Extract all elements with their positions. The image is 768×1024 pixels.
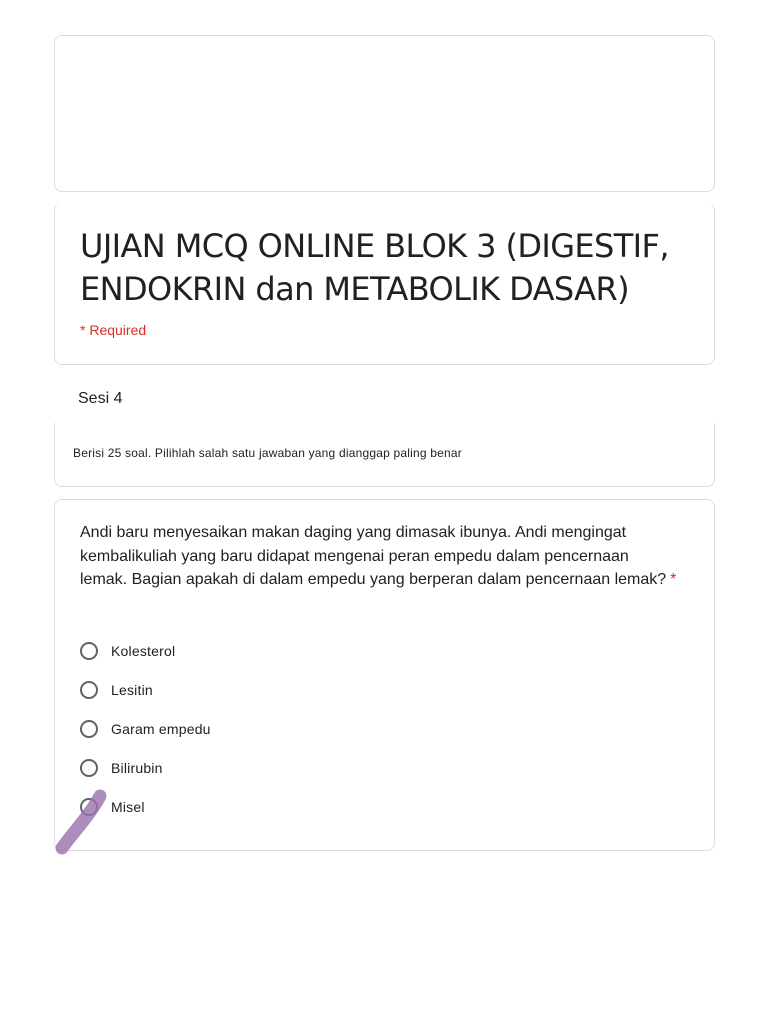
option-kolesterol[interactable]	[80, 639, 175, 663]
section-description: Berisi 25 soal. Pilihlah salah satu jawaban yang dianggap paling benar	[73, 446, 462, 460]
required-asterisk: *	[670, 571, 677, 588]
question-text	[80, 521, 680, 592]
form-title: UJIAN MCQ ONLINE BLOK 3 (DIGESTIF, ENDOKRIN dan METABOLIK DASAR)	[80, 227, 669, 308]
radio-button[interactable]	[80, 759, 98, 777]
radio-button[interactable]	[80, 681, 98, 699]
form-title-card	[54, 203, 715, 365]
option-misel[interactable]	[80, 795, 145, 819]
option-label: Bilirubin	[111, 760, 163, 776]
section-title: Sesi 4	[78, 390, 123, 407]
option-bilirubin[interactable]	[80, 756, 163, 780]
radio-button[interactable]	[80, 720, 98, 738]
option-label: Kolesterol	[111, 643, 176, 659]
radio-button[interactable]	[80, 798, 98, 816]
section-description-card	[54, 423, 715, 487]
question-card	[54, 499, 715, 851]
option-label: Lesitin	[111, 682, 153, 698]
option-garam-empedu[interactable]	[80, 717, 211, 741]
radio-button[interactable]	[80, 642, 98, 660]
option-lesitin[interactable]	[80, 678, 153, 702]
option-label: Garam empedu	[111, 721, 211, 737]
header-banner-card	[54, 35, 715, 192]
option-label: Misel	[111, 799, 145, 815]
required-note: * Required	[80, 322, 147, 338]
question-body: Andi baru menyesaikan makan daging yang dimasak ibunya. Andi mengingat kembalikuliah yang baru didapat mengenai peran empedu dalam pencernaan lemak. Bagian apakah di dalam empedu yang berperan dalam pencernaan lemak?	[80, 524, 667, 588]
